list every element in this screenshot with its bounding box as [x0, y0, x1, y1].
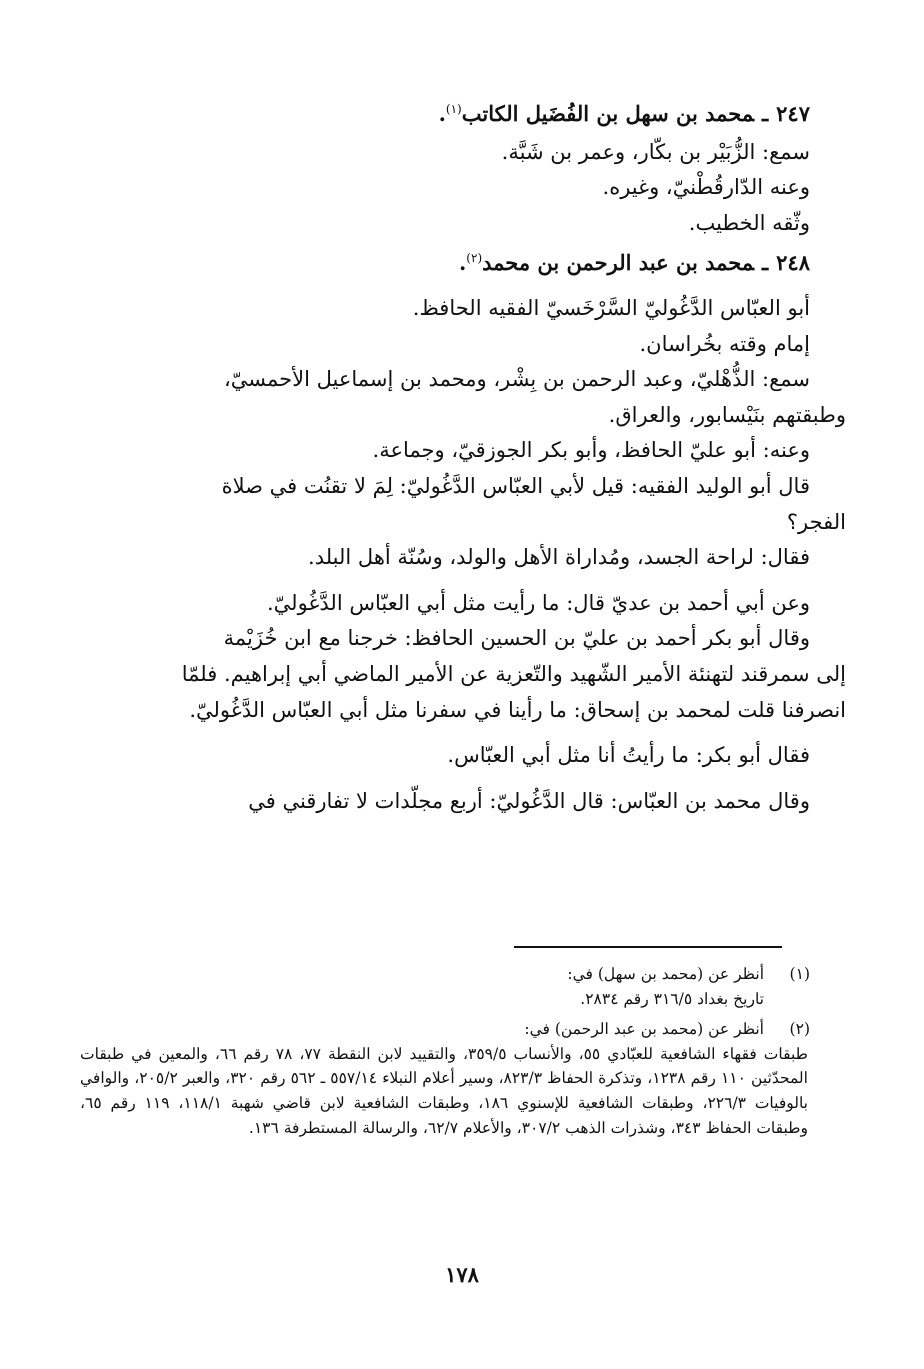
text-line: أبو العبّاس الدَّغُوليّ السَّرْخَسيّ الفقيه الحافظ. [412, 295, 810, 320]
entry-name: محمد بن عبد الرحمن بن محمد [482, 250, 754, 276]
text-line: إلى سمرقند لتهنئة الأمير الشّهيد والتّعزية عن الأمير الماضي أبي إبراهيم. فلمّا [181, 661, 846, 686]
footnote-2 [80, 1017, 810, 1140]
text-line: فقال أبو بكر: ما رأيتُ أنا مثل أبي العبّاس. [447, 743, 810, 768]
entry-dash: ـ [762, 250, 769, 276]
text-line: وثّقه الخطيب. [688, 210, 810, 235]
text-line: الفجر؟ [786, 509, 846, 534]
footnote-marker: (٢) [789, 1020, 810, 1039]
text-line: سمع: الزُّبَيْر بن بكّار، وعمر بن شَبَّة. [501, 139, 810, 164]
footnote-intro: أنظر عن (محمد بن عبد الرحمن) في: [524, 1020, 764, 1039]
footnote-text [80, 962, 764, 1011]
entry-heading-248 [80, 241, 810, 281]
text-line: إمام وقته بخُراسان. [639, 331, 810, 356]
entry-end: . [458, 250, 467, 276]
text-line: وعن أبي أحمد بن عديّ قال: ما رأيت مثل أبي العبّاس الدَّغُوليّ. [267, 590, 810, 615]
footnote-body: تاريخ بغداد ٣١٦/٥ رقم ٢٨٣٤. [580, 989, 764, 1008]
text-line: وقال أبو بكر أحمد بن عليّ بن الحسين الحافظ: خرجنا مع ابن خُزَيْمة [223, 626, 810, 651]
footnote-1 [80, 962, 810, 1011]
text-line: قال أبو الوليد الفقيه: قيل لأبي العبّاس الدَّغُوليّ: لِمَ لا تقنُت في صلاة [221, 473, 810, 498]
entry-number: ٢٤٨ [776, 250, 810, 276]
footnote-divider [514, 946, 782, 948]
text-line: فقال: لراحة الجسد، ومُداراة الأهل والولد، وسُنّة أهل البلد. [308, 545, 810, 570]
footnote-marker: (١) [789, 965, 810, 983]
text-line: وعنه الدّارقُطْنيّ، وغيره. [602, 175, 810, 200]
main-text [80, 92, 846, 819]
footnote-ref: (٢) [466, 251, 483, 266]
entry-number: ٢٤٧ [776, 101, 810, 126]
text-line: انصرفنا قلت لمحمد بن إسحاق: ما رأينا في سفرنا مثل أبي العبّاس الدَّغُوليّ. [189, 697, 846, 722]
footnote-ref: (١) [445, 102, 462, 116]
entry-end: . [438, 101, 446, 126]
text-line: وطبقتهم بنَيْسابور، والعراق. [608, 402, 846, 427]
entry-dash: ـ [762, 101, 769, 126]
text-line: سمع: الذُّهْليّ، وعبد الرحمن بن بِشْر، ومحمد بن إسماعيل الأحمسيّ، [224, 367, 810, 392]
entry-heading-247 [80, 92, 810, 132]
footnote-body: طبقات فقهاء الشافعية للعبّادي ٥٥، والأنساب ٣٥٩/٥، والتقييد لابن النقطة ٧٧، ٧٨ رقم ٦٦، والمعين في طبقات المحدّثين ١١٠ رقم ١٢٣٨، وتذكرة الحفاظ ٨٢٣/٣، وسير أعلام النبلاء ٥٥٧/١٤ ـ ٥٦٢ رقم ٣٢٠، والعبر ٢٠٥/٢، والوافي بالوفيات ٢٢٦/٣، وطبقات الشافعية للإسنوي ١٨٦، وطبقات الشافعية لابن قاضي شهبة ١١٨/١، ١١٩ رقم ٦٥، وطبقات الحفاظ ٣٤٣، وشذرات الذهب ٣٠٧/٢، والأعلام ٦٢/٧، والرسالة المستطرفة ١٣٦. [80, 1044, 808, 1137]
text-line: وقال محمد بن العبّاس: قال الدَّغُوليّ: أربع مجلّدات لا تفارقني في [248, 788, 810, 813]
footnote-intro: أنظر عن (محمد بن سهل) في: [567, 965, 764, 983]
entry-name: محمد بن سهل بن الفُضَيل الكاتب [461, 101, 754, 126]
page-number: ١٧٨ [445, 1262, 479, 1287]
footnotes [80, 962, 810, 1146]
footnote-text [80, 1017, 808, 1140]
text-line: وعنه: أبو عليّ الحافظ، وأبو بكر الجوزقيّ، وجماعة. [372, 438, 810, 463]
